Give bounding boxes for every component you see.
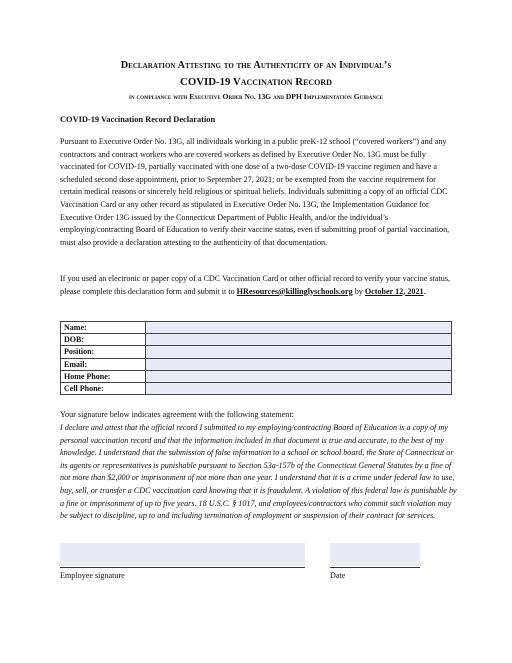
dob-field[interactable]: [146, 334, 452, 346]
form-row-name: [61, 322, 452, 334]
personal-info-table: [60, 321, 452, 395]
date-line: [330, 567, 420, 568]
form-row-dob: [61, 334, 452, 346]
home-phone-field[interactable]: [146, 370, 452, 382]
instructions-end: .: [423, 286, 426, 296]
form-row-position: [61, 346, 452, 358]
employee-signature-field[interactable]: [60, 543, 305, 566]
date-label: Date: [330, 571, 346, 580]
home-phone-label: Home Phone:: [61, 370, 146, 382]
cell-phone-label: Cell Phone:: [61, 383, 146, 395]
email-field[interactable]: [146, 358, 452, 370]
section-heading: COVID-19 Vaccination Record Declaration: [60, 115, 216, 124]
employee-signature-line: [60, 567, 305, 568]
document-subtitle: in compliance with Executive Order No. 13G and DPH Implementation Guidance: [129, 92, 383, 101]
name-label: Name:: [61, 322, 146, 334]
form-row-email: [61, 358, 452, 370]
submission-instructions: [60, 273, 456, 298]
instructions-by: by: [352, 286, 365, 296]
hr-email-link[interactable]: HResources@killinglyschools.org: [236, 286, 353, 296]
document-title-line1: Declaration Attesting to the Authenticity of an Individual’s: [120, 60, 392, 71]
instructions-text: If you used an electronic or paper copy of a CDC Vaccination Card or other official record to verify your vaccine status, please complete this declaration form and submit it to: [60, 274, 451, 296]
attestation-statement: I declare and attest that the official record I submitted to my employing/contracting Board of Education is a copy of my personal vaccination record and that the information included in that document is true and accurate, to the best of my knowledge. I understand that the submission of false information to a school or school board, the State of Connecticut or its agents or representatives is punishable pursuant to Section 53a-157b of the Connecticut General Statutes by a fine of not more than $2,000 or imprisonment of not more than one year. I understand that it is a crime under federal law to use, buy, sell, or transfer a CDC vaccination card knowing that it is fraudulent. A violation of this federal law is punishable by a fine or imprisonment of up to five years. 18 U.S.C. § 1017, and employees/contractors who commit such violation may be subject to discipline, up to and including termination of employment or suspension of their contract for services.: [60, 423, 457, 521]
dob-label: DOB:: [61, 334, 146, 346]
position-field[interactable]: [146, 346, 452, 358]
employee-signature-label: Employee signature: [60, 571, 125, 580]
declaration-paragraph: Pursuant to Executive Order No. 13G, all individuals working in a public preK-12 school (“covered workers”) and any contractors and contract workers who are covered workers as defined by Executive Order No. 13G must be fully vaccinated for COVID-19, partially vaccinated with one dose of a two-dose COVID-19 vaccine regimen and have a scheduled second dose appointment, prior to September 27, 2021; or be exempted from the vaccine requirement for certain medical reasons or sincerely held religious or spiritual beliefs. Individuals submitting a copy of an official CDC Vaccination Card or any other record as stipulated in Executive Order No. 13G, the Implementation Guidance for Executive Order 13G issued by the Connecticut Department of Public Health, and/or the individual’s employing/contracting Board of Education to verify their vaccine status, even if submitting proof of partial vaccination, must also provide a declaration attesting to the authenticity of that documentation.: [60, 137, 450, 247]
cell-phone-field[interactable]: [146, 383, 452, 395]
form-row-home-phone: [61, 370, 452, 382]
position-label: Position:: [61, 346, 146, 358]
form-row-cell-phone: [61, 383, 452, 395]
name-field[interactable]: [146, 322, 452, 334]
deadline-date: October 12, 2021: [364, 286, 424, 296]
email-label: Email:: [61, 358, 146, 370]
document-title-line2: COVID-19 Vaccination Record: [180, 76, 332, 88]
statement-intro: Your signature below indicates agreement with the following statement:: [60, 410, 294, 419]
signature-date-field[interactable]: [330, 543, 420, 566]
